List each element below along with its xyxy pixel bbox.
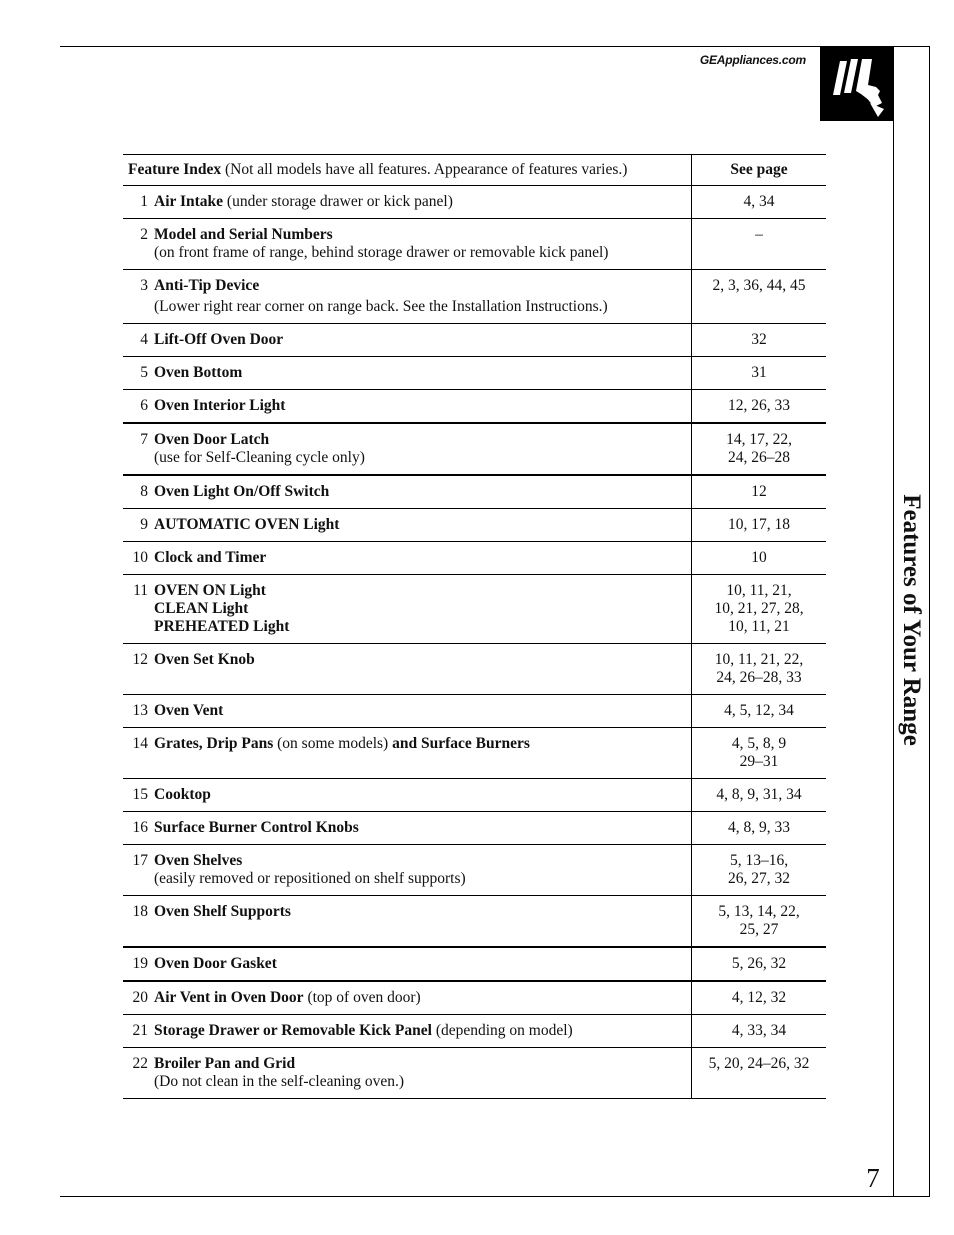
feature-line: [154, 226, 691, 244]
feature-number: 4: [123, 324, 154, 357]
feature-name: Storage Drawer or Removable Kick Panel: [154, 1022, 432, 1039]
feature-pages: [692, 896, 827, 948]
feature-line: [154, 483, 691, 501]
hand-touch-logo-icon: [820, 47, 893, 121]
feature-row: [123, 270, 826, 324]
feature-pages: [692, 947, 827, 981]
bottom-rule: [60, 1196, 930, 1197]
feature-row: [123, 186, 826, 219]
feature-pages: [692, 779, 827, 812]
page-reference: 10: [751, 549, 767, 566]
feature-pages: [692, 575, 827, 644]
page-reference: 24, 26–28, 33: [716, 669, 802, 686]
page-reference: 26, 27, 32: [728, 870, 790, 887]
feature-line: [154, 193, 691, 211]
feature-description: [154, 728, 692, 779]
feature-note: (Do not clean in the self-cleaning oven.): [154, 1073, 405, 1090]
feature-line: [154, 449, 691, 467]
feature-description: [154, 509, 692, 542]
feature-description: [154, 981, 692, 1015]
feature-pages: [692, 423, 827, 475]
feature-index-title: Feature Index (Not all models have all features. Appearance of features varies.): [123, 155, 692, 186]
feature-line: [154, 955, 691, 973]
feature-number: 5: [123, 357, 154, 390]
feature-line: [154, 277, 691, 295]
top-rule: [60, 46, 930, 47]
feature-name: Model and Serial Numbers: [154, 226, 333, 243]
feature-name: Cooktop: [154, 786, 211, 803]
feature-row: [123, 728, 826, 779]
page-reference: 2, 3, 36, 44, 45: [712, 277, 806, 294]
feature-row: [123, 357, 826, 390]
feature-number: 8: [123, 475, 154, 509]
feature-pages: [692, 695, 827, 728]
feature-description: [154, 845, 692, 896]
feature-description: [154, 947, 692, 981]
page-reference: 4, 12, 32: [731, 989, 787, 1006]
feature-pages: [692, 1015, 827, 1048]
side-tab-border-left: [893, 46, 894, 1197]
feature-name: Lift-Off Oven Door: [154, 331, 284, 348]
feature-description: [154, 324, 692, 357]
feature-row: [123, 1015, 826, 1048]
page-reference: 4, 33, 34: [731, 1022, 787, 1039]
feature-line: [154, 431, 691, 449]
feature-line: [154, 735, 691, 753]
feature-name: Oven Door Latch: [154, 431, 270, 448]
feature-row: [123, 644, 826, 695]
feature-name: Oven Bottom: [154, 364, 243, 381]
feature-row: [123, 845, 826, 896]
feature-description: [154, 219, 692, 270]
feature-number: 21: [123, 1015, 154, 1048]
feature-name: Oven Interior Light: [154, 397, 286, 414]
feature-number: 18: [123, 896, 154, 948]
feature-description: [154, 357, 692, 390]
feature-line: [154, 870, 691, 888]
feature-index-header: [123, 155, 826, 186]
see-page-header: See page: [692, 155, 827, 186]
page-number: 7: [866, 1163, 880, 1193]
feature-number: 9: [123, 509, 154, 542]
feature-line: [154, 244, 691, 262]
feature-pages: [692, 270, 827, 324]
feature-name: Air Vent in Oven Door: [154, 989, 304, 1006]
feature-line: [154, 397, 691, 415]
feature-row: [123, 981, 826, 1015]
feature-description: [154, 896, 692, 948]
feature-row: [123, 542, 826, 575]
feature-row: [123, 896, 826, 948]
feature-note: (top of oven door): [303, 989, 421, 1006]
page-reference: 29–31: [739, 753, 779, 770]
feature-number: 22: [123, 1048, 154, 1099]
feature-description: [154, 644, 692, 695]
feature-name: Oven Light On/Off Switch: [154, 483, 330, 500]
feature-note: (Lower right rear corner on range back. See the Installation Instructions.): [154, 298, 608, 315]
feature-pages: [692, 186, 827, 219]
feature-line: [154, 618, 691, 636]
feature-row: [123, 475, 826, 509]
feature-pages: [692, 475, 827, 509]
page-reference: 4, 8, 9, 31, 34: [716, 786, 802, 803]
page-reference: 4, 5, 12, 34: [724, 702, 794, 719]
feature-name: Anti-Tip Device: [154, 277, 260, 294]
feature-row: [123, 390, 826, 424]
feature-description: [154, 475, 692, 509]
feature-pages: [692, 1048, 827, 1099]
feature-line: [154, 516, 691, 534]
feature-row: [123, 509, 826, 542]
feature-number: 11: [123, 575, 154, 644]
section-side-title: Features of Your Range: [898, 494, 925, 746]
feature-note: (on front frame of range, behind storage drawer or removable kick panel): [154, 244, 609, 261]
feature-name: PREHEATED Light: [154, 618, 290, 635]
feature-number: 17: [123, 845, 154, 896]
feature-description: [154, 542, 692, 575]
feature-pages: [692, 644, 827, 695]
feature-number: 1: [123, 186, 154, 219]
feature-number: 20: [123, 981, 154, 1015]
feature-description: [154, 270, 692, 324]
feature-name: CLEAN Light: [154, 600, 249, 617]
page-reference: 24, 26–28: [728, 449, 790, 466]
feature-row: [123, 1048, 826, 1099]
feature-pages: [692, 845, 827, 896]
feature-note: (easily removed or repositioned on shelf supports): [154, 870, 466, 887]
feature-pages: [692, 542, 827, 575]
feature-line: [154, 582, 691, 600]
feature-line: [154, 549, 691, 567]
feature-name: and Surface Burners: [392, 735, 530, 752]
page-reference: –: [755, 226, 763, 243]
feature-row: [123, 423, 826, 475]
feature-pages: [692, 812, 827, 845]
feature-description: [154, 695, 692, 728]
page-reference: 5, 26, 32: [731, 955, 787, 972]
feature-line: [154, 364, 691, 382]
page-reference: 4, 34: [743, 193, 775, 210]
feature-line: [154, 1022, 691, 1040]
feature-line: [154, 819, 691, 837]
feature-name: Oven Vent: [154, 702, 224, 719]
feature-pages: [692, 728, 827, 779]
feature-row: [123, 324, 826, 357]
feature-line: [154, 298, 691, 316]
page-reference: 10, 17, 18: [728, 516, 790, 533]
feature-description: [154, 423, 692, 475]
feature-number: 2: [123, 219, 154, 270]
feature-line: [154, 331, 691, 349]
feature-name: Oven Set Knob: [154, 651, 255, 668]
page-reference: 10, 11, 21: [728, 618, 790, 635]
feature-pages: [692, 324, 827, 357]
feature-row: [123, 575, 826, 644]
feature-line: [154, 786, 691, 804]
feature-name: AUTOMATIC OVEN Light: [154, 516, 340, 533]
feature-line: [154, 1055, 691, 1073]
feature-number: 6: [123, 390, 154, 424]
feature-number: 12: [123, 644, 154, 695]
feature-name: Grates, Drip Pans: [154, 735, 274, 752]
feature-number: 16: [123, 812, 154, 845]
page-reference: 10, 21, 27, 28,: [714, 600, 804, 617]
feature-description: [154, 1048, 692, 1099]
page-reference: 4, 8, 9, 33: [728, 819, 790, 836]
feature-name: Oven Shelf Supports: [154, 903, 291, 920]
feature-number: 10: [123, 542, 154, 575]
feature-pages: [692, 509, 827, 542]
feature-line: [154, 989, 691, 1007]
feature-description: [154, 186, 692, 219]
feature-index-table: [123, 154, 826, 1099]
feature-line: [154, 702, 691, 720]
feature-pages: [692, 219, 827, 270]
feature-note: (on some models): [273, 735, 393, 752]
feature-name: Oven Shelves: [154, 852, 243, 869]
page-reference: 10, 11, 21, 22,: [714, 651, 804, 668]
page-reference: 25, 27: [739, 921, 779, 938]
feature-number: 19: [123, 947, 154, 981]
feature-description: [154, 779, 692, 812]
feature-pages: [692, 981, 827, 1015]
feature-pages: [692, 357, 827, 390]
page-reference: 31: [751, 364, 767, 381]
feature-description: [154, 1015, 692, 1048]
feature-name: Broiler Pan and Grid: [154, 1055, 296, 1072]
feature-name: Oven Door Gasket: [154, 955, 277, 972]
feature-description: [154, 575, 692, 644]
page-reference: 5, 20, 24–26, 32: [708, 1055, 810, 1072]
feature-line: [154, 651, 691, 669]
feature-line: [154, 1073, 691, 1091]
feature-row: [123, 812, 826, 845]
feature-line: [154, 903, 691, 921]
feature-description: [154, 390, 692, 424]
feature-line: [154, 852, 691, 870]
page-reference: 10, 11, 21,: [726, 582, 792, 599]
feature-pages: [692, 390, 827, 424]
feature-row: [123, 947, 826, 981]
page-reference: 5, 13, 14, 22,: [718, 903, 800, 920]
page-reference: 14, 17, 22,: [726, 431, 792, 448]
feature-number: 14: [123, 728, 154, 779]
page-reference: 32: [751, 331, 767, 348]
feature-name: OVEN ON Light: [154, 582, 266, 599]
website-url: GEAppliances.com: [699, 53, 806, 67]
feature-number: 15: [123, 779, 154, 812]
feature-number: 13: [123, 695, 154, 728]
feature-name: Surface Burner Control Knobs: [154, 819, 359, 836]
page-reference: 5, 13–16,: [729, 852, 789, 869]
feature-name: Air Intake: [154, 193, 224, 210]
feature-row: [123, 219, 826, 270]
page-reference: 12: [751, 483, 767, 500]
feature-name: Clock and Timer: [154, 549, 267, 566]
feature-note: (depending on model): [431, 1022, 573, 1039]
page-reference: 4, 5, 8, 9: [731, 735, 787, 752]
feature-row: [123, 695, 826, 728]
feature-number: 3: [123, 270, 154, 324]
feature-line: [154, 600, 691, 618]
side-tab-border-right: [929, 46, 930, 1197]
feature-number: 7: [123, 423, 154, 475]
feature-description: [154, 812, 692, 845]
feature-row: [123, 779, 826, 812]
feature-note: (use for Self-Cleaning cycle only): [154, 449, 365, 466]
feature-note: (under storage drawer or kick panel): [223, 193, 453, 210]
page-reference: 12, 26, 33: [728, 397, 790, 414]
